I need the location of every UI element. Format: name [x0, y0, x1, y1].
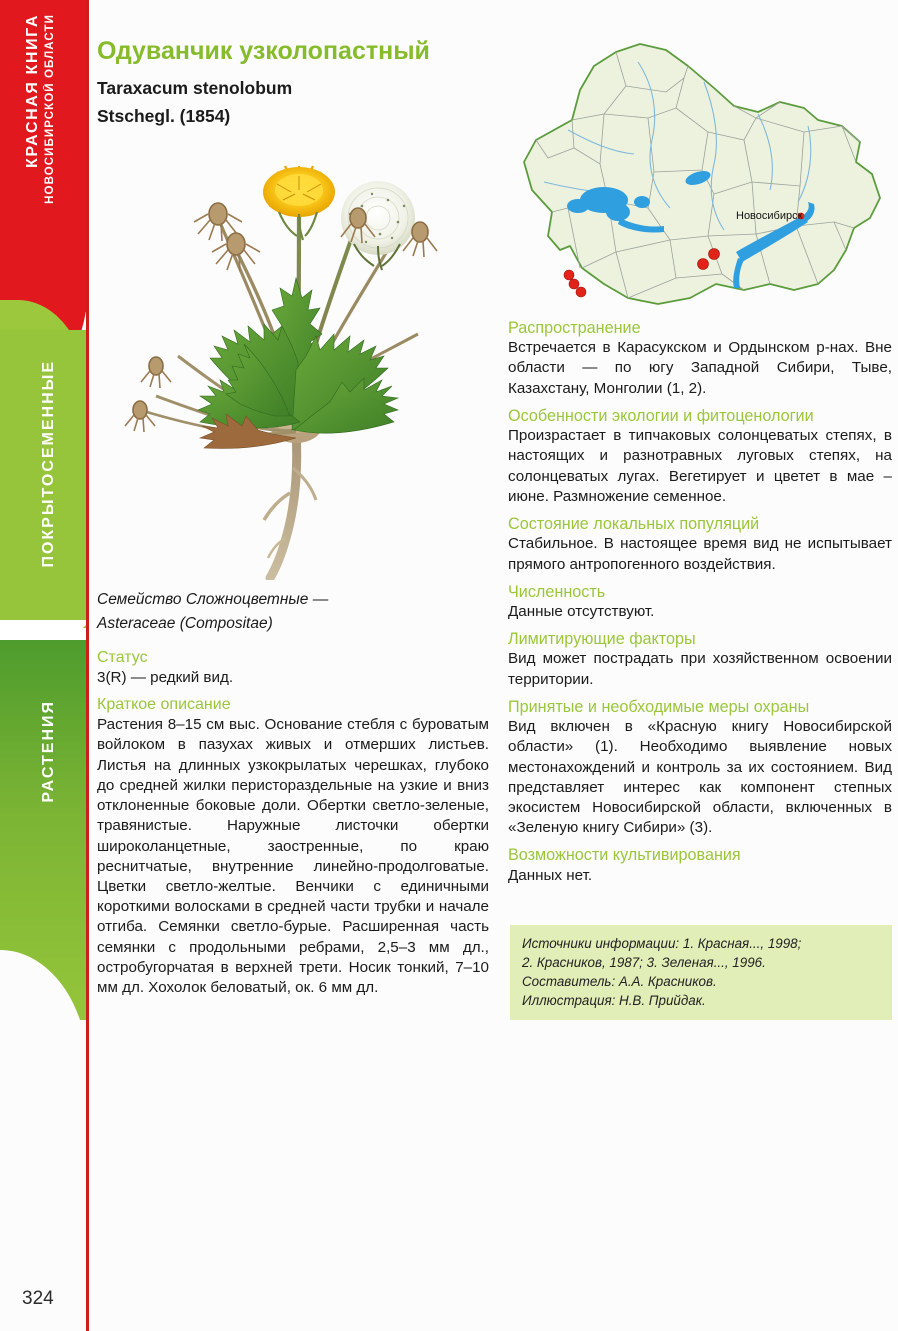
section-body-protection-measures: Вид включен в «Красную книгу Новосибирской области» (1). Необходимо выявление новых местонахождений и контроль за их состоянием. Вид представляет интерес как компонент степных экосистем Новосибирской области, включенных в «Зеленую книгу Сибири» (3). — [508, 718, 892, 837]
section-body-limiting-factors: Вид может пострадать при хозяйственном освоении территории. — [508, 650, 892, 688]
section-body-status: 3(R) — редкий вид. — [97, 669, 234, 686]
family-line-ru: Семейство Сложноцветные — — [97, 591, 329, 608]
sidebar-tab-plants-label[interactable]: РАСТЕНИЯ — [40, 700, 57, 803]
family-block — [97, 588, 487, 636]
book-title: КРАСНАЯ КНИГА — [24, 14, 41, 169]
map-city-label: Новосибирск — [736, 210, 803, 222]
section-body-distribution: Встречается в Карасукском и Ордынском р-нах. Вне области — по югу Западной Сибири, Тыве, Казахстану, Монголии (1, 2). — [508, 339, 892, 397]
section-heading-protection-measures: Принятые и необходимые меры охраны — [508, 697, 810, 716]
section-body-abundance: Данные отсутствуют. — [508, 602, 655, 620]
section-heading-description: Краткое описание — [97, 696, 231, 714]
family-line-latin: Asteraceae (Compositae) — [97, 615, 273, 633]
book-subtitle: НОВОСИБИРСКОЙ ОБЛАСТИ — [44, 14, 56, 204]
section-heading-status: Статус — [97, 649, 148, 666]
section-heading-cultivation: Возможности культивирования — [508, 846, 741, 865]
page-number: 324 — [22, 1288, 54, 1309]
left-text-column — [97, 648, 489, 998]
sources-box — [510, 925, 892, 1020]
sources-illustrator: Иллюстрация: Н.В. Прийдак. — [522, 993, 706, 1009]
section-heading-populations: Состояние локальных популяций — [508, 515, 760, 534]
section-body-cultivation: Данных нет. — [508, 866, 593, 884]
side-rail — [0, 0, 88, 1331]
section-body-populations: Стабильное. В настоящее время вид не испытывает прямого антропогенного воздействия. — [508, 535, 892, 573]
sidebar-tab-angiosperms-label[interactable]: ПОКРЫТОСЕМЕННЫЕ — [40, 360, 57, 568]
distribution-map — [508, 22, 894, 312]
rail-red-rule — [86, 0, 89, 1331]
sources-compiler: Составитель: А.А. Красников. — [522, 974, 717, 990]
sources-line-2: 2. Красников, 1987; 3. Зеленая..., 1996. — [522, 955, 766, 971]
species-author-year: Stschegl. (1854) — [97, 106, 231, 126]
section-heading-distribution: Распространение — [508, 319, 641, 337]
section-heading-limiting-factors: Лимитирующие факторы — [508, 630, 696, 649]
species-latin-name: Taraxacum stenolobum — [97, 78, 293, 98]
section-heading-abundance: Численность — [508, 582, 606, 601]
plant-illustration — [100, 138, 500, 580]
right-text-column — [508, 318, 892, 886]
section-body-ecology: Произрастает в типчаковых солонцеватых степях, в настоящих и разнотравных луговых степях, на солонцеватых лугах. Вегетирует и цветет в мае – июне. Размножение семенное. — [508, 427, 892, 505]
section-heading-ecology: Особенности экологии и фитоценологии — [508, 406, 814, 425]
section-body-description: Растения 8–15 см выс. Основание стебля с буроватым войлоком в пазухах живых и отмерших листьев. Листья на длинных узкокрылатых черешках, глубоко до средней жилки перистораздельные на узкие и вниз отклоненные боковые доли. Обертки светло-зеленые, травянистые. Наружные листочки обертки широколанцетные, заостренные, по краю реснитчатые, внутренние линейно-продолговатые. Цветки светло-желтые. Венчики с единичными короткими волосками в средней части трубки и начале отгиба. Семянки светло-бурые. Расширенная часть семянки с продольными ребрами, 2,5–3 мм дл., остробугорчатая в верхней трети. Носик тонкий, 7–10 мм дл. Хохолок беловатый, ок. 6 мм дл. — [97, 716, 489, 997]
page-title: Одуванчик узколопастный — [97, 37, 430, 65]
sources-line-1: Источники информации: 1. Красная..., 1998; — [522, 936, 802, 951]
